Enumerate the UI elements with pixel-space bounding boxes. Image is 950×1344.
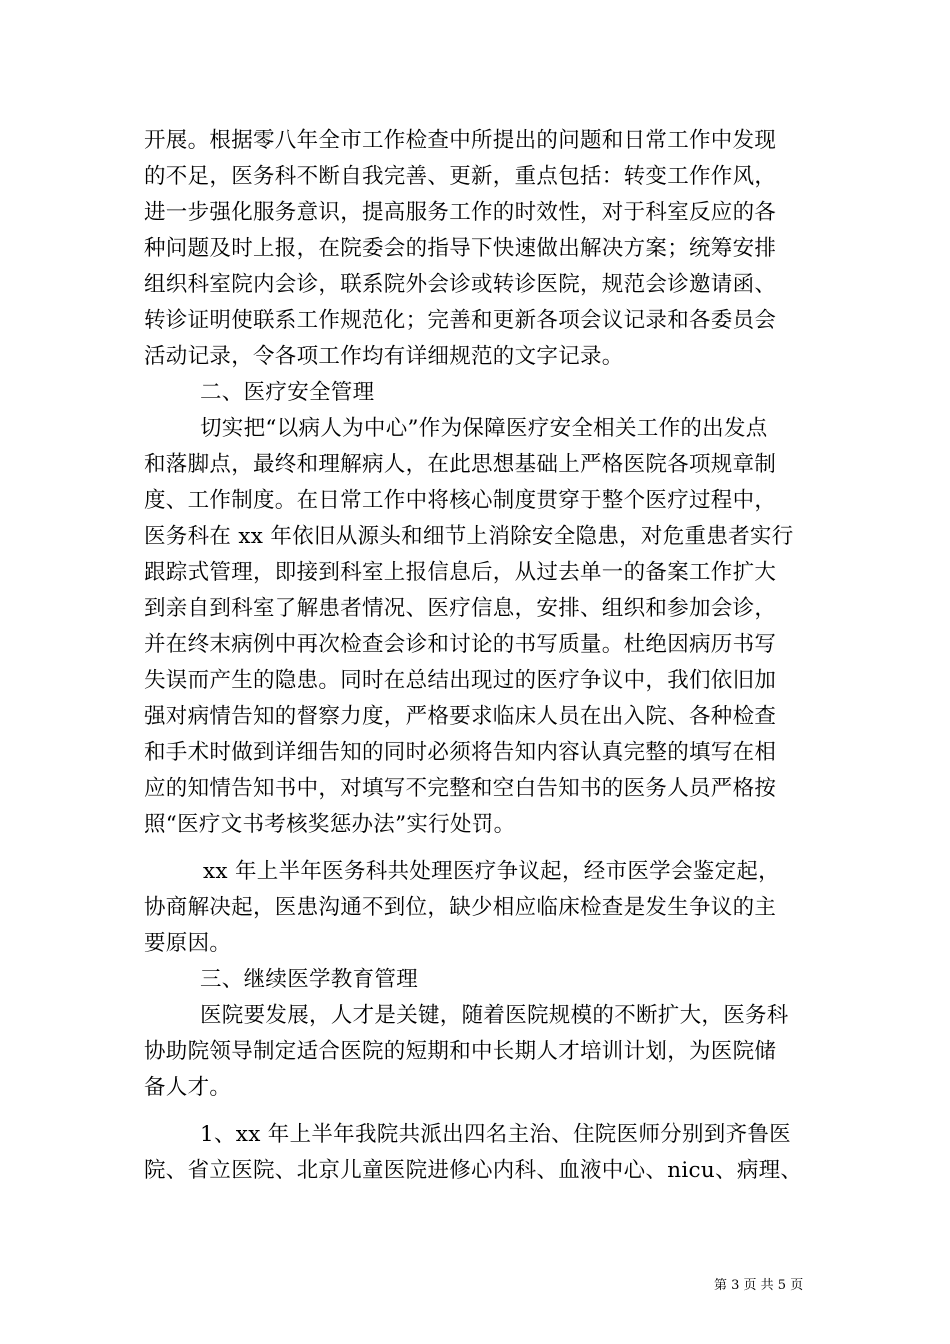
text-line-15: 并在终末病例中再次检查会诊和讨论的书写质量。杜绝因病历书写 [144,632,777,657]
text-line-14: 到亲自到科室了解患者情况、医疗信息，安排、组织和参加会诊， [144,596,777,621]
text-line-6: 转诊证明使联系工作规范化；完善和更新各项会议记录和各委员会 [144,308,777,333]
text-line-9: 切实把“以病人为中心”作为保障医疗安全相关工作的出发点 [200,416,768,441]
text-line-22: 协商解决起，医患沟通不到位，缺少相应临床检查是发生争议的主 [144,895,777,920]
text-line-5: 组织科室院内会诊，联系院外会诊或转诊医院，规范会诊邀请函、 [144,272,777,297]
text-line-28: 1、xx 年上半年我院共派出四名主治、住院医师分别到齐鲁医 [200,1122,791,1147]
text-line-16: 失误而产生的隐患。同时在总结出现过的医疗争议中，我们依旧加 [144,668,777,693]
section-heading-3: 三、继续医学教育管理 [200,967,419,992]
text-line-19: 应的知情告知书中，对填写不完整和空白告知书的医务人员严格按 [144,776,777,801]
text-line-13: 跟踪式管理，即接到科室上报信息后，从过去单一的备案工作扩大 [144,560,777,585]
text-line-7: 活动记录，令各项工作均有详细规范的文字记录。 [144,344,624,369]
text-line-23: 要原因。 [144,931,232,956]
text-line-26: 协助院领导制定适合医院的短期和中长期人才培训计划，为医院储 [144,1039,777,1064]
text-line-29: 院、省立医院、北京儿童医院进修心内科、血液中心、nicu、病理、 [144,1158,803,1183]
text-line-20: 照“医疗文书考核奖惩办法”实行处罚。 [144,812,516,837]
text-line-17: 强对病情告知的督察力度，严格要求临床人员在出入院、各种检查 [144,704,777,729]
page-number-footer: 第 3 页 共 5 页 [714,1278,804,1293]
text-line-10: 和落脚点，最终和理解病人，在此思想基础上严格医院各项规章制 [144,452,777,477]
text-line-21: xx 年上半年医务科共处理医疗争议起，经市医学会鉴定起， [203,859,780,884]
text-line-18: 和手术时做到详细告知的同时必须将告知内容认真完整的填写在相 [144,740,777,765]
text-line-27: 备人才。 [144,1075,232,1100]
text-line-3: 进一步强化服务意识，提高服务工作的时效性，对于科室反应的各 [144,200,777,225]
text-line-4: 种问题及时上报，在院委会的指导下快速做出解决方案；统筹安排 [144,236,777,261]
text-line-1: 开展。根据零八年全市工作检查中所提出的问题和日常工作中发现 [144,128,777,153]
text-line-2: 的不足，医务科不断自我完善、更新，重点包括：转变工作作风， [144,164,777,189]
text-line-12: 医务科在 xx 年依旧从源头和细节上消除安全隐患，对危重患者实行 [144,524,794,549]
text-line-25: 医院要发展，人才是关键，随着医院规模的不断扩大，医务科 [200,1003,789,1028]
text-line-11: 度、工作制度。在日常工作中将核心制度贯穿于整个医疗过程中， [144,488,777,513]
section-heading-2: 二、医疗安全管理 [200,380,375,405]
